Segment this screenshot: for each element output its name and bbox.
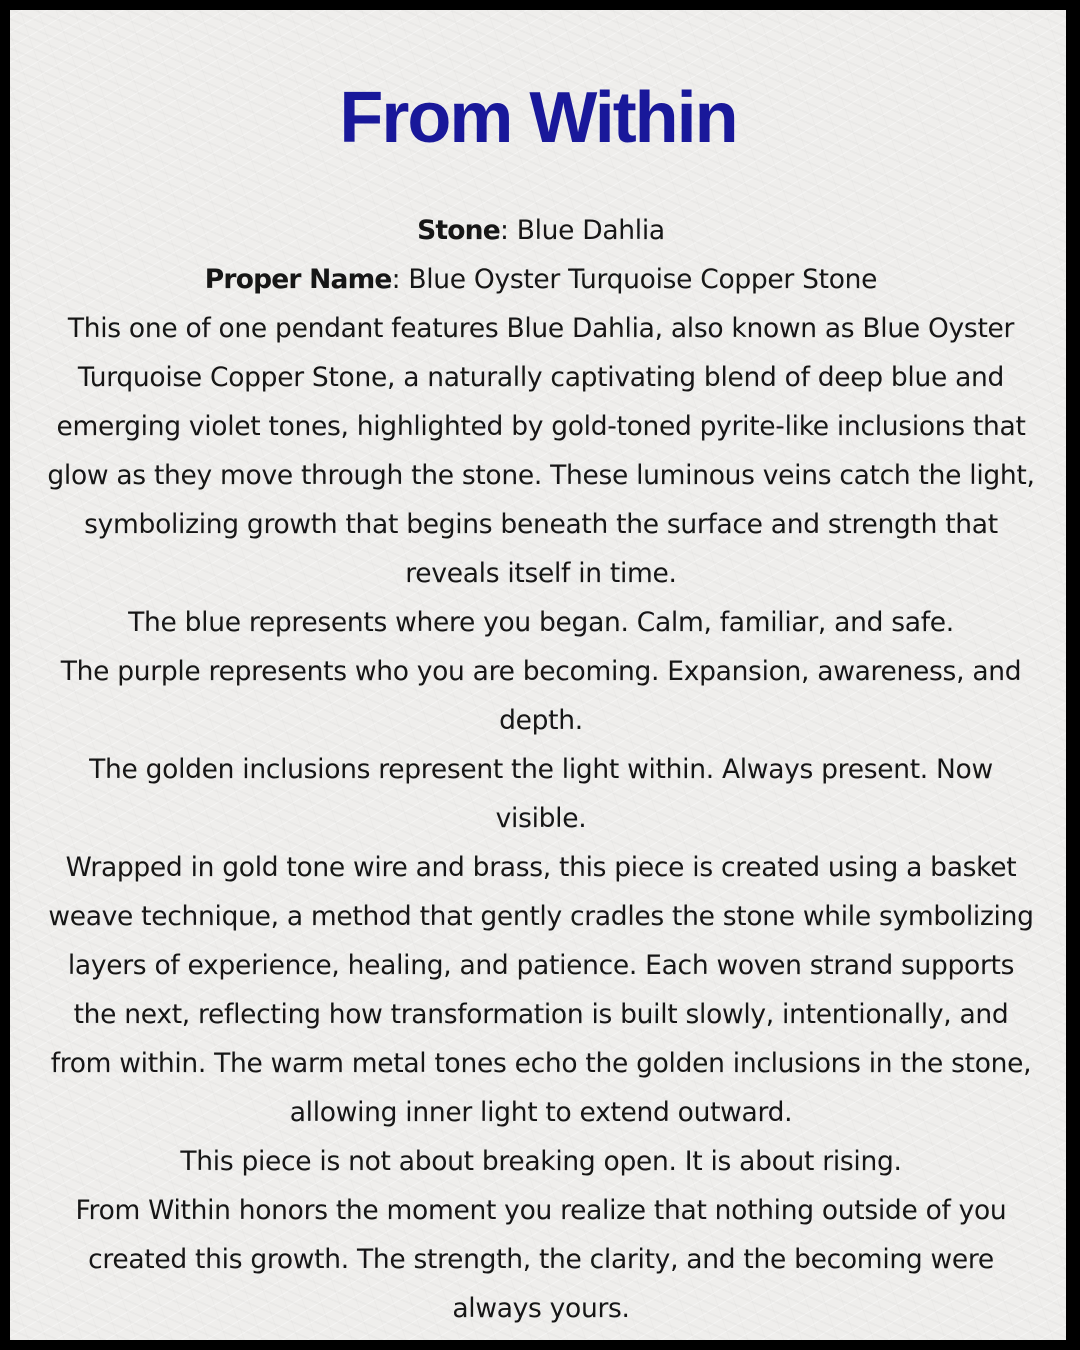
paragraph-closing: From Within honors the moment you realize that nothing outside of you created this growth. The strength, the clarity, and the becoming were always yours. bbox=[75, 1195, 1007, 1324]
stone-label: Stone bbox=[417, 215, 500, 246]
proper-name-line bbox=[46, 255, 1036, 304]
paragraph-golden: The golden inclusions represent the light within. Always present. Now visible. bbox=[89, 754, 993, 834]
proper-name-value: : Blue Oyster Turquoise Copper Stone bbox=[391, 264, 878, 295]
page-title: From Within bbox=[339, 78, 737, 158]
proper-name-label: Proper Name bbox=[204, 264, 392, 295]
paragraph-rising: This piece is not about breaking open. It is about rising. bbox=[180, 1146, 902, 1177]
stone-line bbox=[46, 206, 1036, 255]
stone-value: : Blue Dahlia bbox=[499, 215, 665, 246]
paragraph-weave: Wrapped in gold tone wire and brass, this piece is created using a basket weave technique, a method that gently cradles the stone while symbolizing layers of experience, healing, and patience. Each woven strand supports the next, reflecting how transformation is built slowly, intentionally, and from within. The warm metal tones echo the golden inclusions in the stone, allowing inner light to extend outward. bbox=[48, 852, 1034, 1128]
paragraph-intro: This one of one pendant features Blue Dahlia, also known as Blue Oyster Turquoise Copper Stone, a naturally captivating blend of deep blue and emerging violet tones, highlighted by gold-toned pyrite-like inclusions that glow as they move through the stone. These luminous veins catch the light, symbolizing growth that begins beneath the surface and strength that reveals itself in time. bbox=[47, 313, 1035, 589]
paper-card bbox=[10, 10, 1066, 1340]
paragraph-blue: The blue represents where you began. Calm, familiar, and safe. bbox=[128, 607, 954, 638]
paragraph-purple: The purple represents who you are becoming. Expansion, awareness, and depth. bbox=[60, 656, 1022, 736]
description-body bbox=[46, 206, 1036, 1333]
